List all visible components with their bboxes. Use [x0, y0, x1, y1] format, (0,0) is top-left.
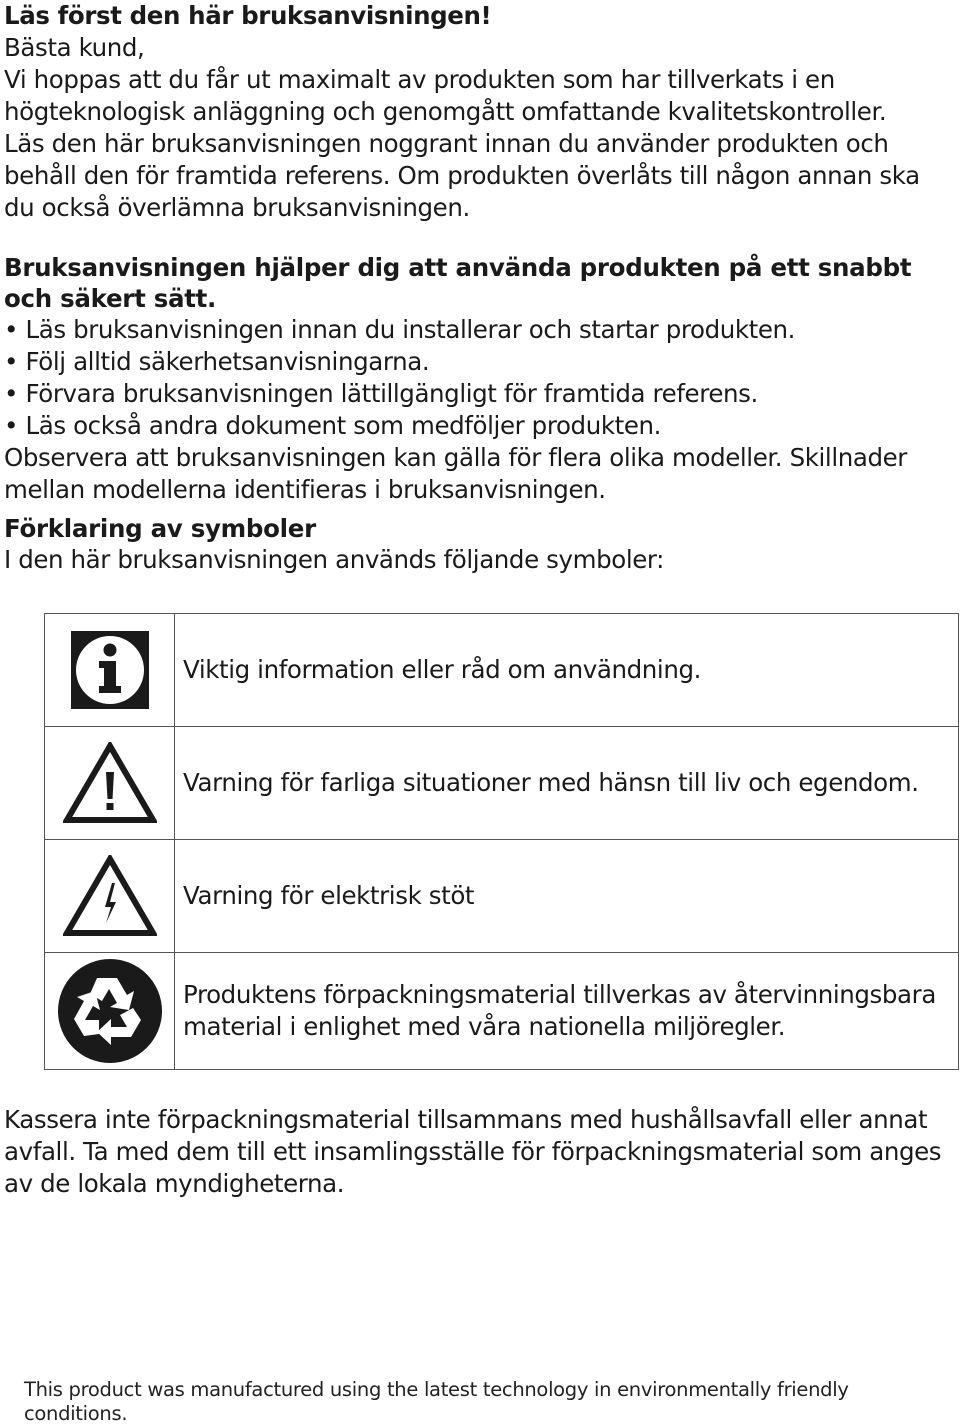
bullet-item: • Förvara bruksanvisningen lättillgängligt för framtida referens.: [4, 378, 956, 410]
symbol-row-recycle: [45, 953, 959, 1070]
symbol-row-electric: [45, 840, 959, 953]
symbols-table: [44, 613, 959, 1070]
symbol-description: Produktens förpackningsmaterial tillverkas av återvinningsbara material i enlighet med våra nationella miljöregler.: [175, 953, 959, 1070]
symbols-intro: I den här bruksanvisningen används följande symboler:: [4, 545, 664, 574]
symbol-row-warning: [45, 727, 959, 840]
models-note: Observera att bruksanvisningen kan gälla för flera olika modeller. Skillnader mellan modellerna identifieras i bruksanvisningen.: [4, 443, 907, 504]
intro-section: [4, 0, 956, 224]
recycle-icon: [57, 958, 163, 1064]
intro-paragraph: Bästa kund, Vi hoppas att du får ut maximalt av produkten som har tillverkats i en högteknologisk anläggning och genomgått omfattande kvalitetskontroller. Läs den här bruksanvisningen noggrant innan du använder produkten och behåll den för framtida referens. Om produkten överlåts till någon annan ska du också överlämna bruksanvisningen.: [4, 33, 920, 222]
help-heading: Bruksanvisningen hjälper dig att använda produkten på ett snabbt och säkert sätt.: [4, 253, 912, 313]
bullet-item: • Läs också andra dokument som medföljer produkten.: [4, 410, 956, 442]
intro-heading: Läs först den här bruksanvisningen!: [4, 1, 492, 30]
warning-icon: [63, 742, 157, 824]
symbol-description: Varning för elektrisk stöt: [175, 840, 959, 953]
disposal-paragraph: Kassera inte förpackningsmaterial tillsammans med hushållsavfall eller annat avfall. Ta med dem till ett insamlingsställe för förpackningsmaterial som anges av de lokala myndigheterna.: [4, 1105, 942, 1198]
symbol-description: Viktig information eller råd om användning.: [175, 614, 959, 727]
help-section: [4, 252, 956, 506]
bullet-item: • Följ alltid säkerhetsanvisningarna.: [4, 346, 956, 378]
help-bullet-list: [4, 314, 956, 442]
footer-note: This product was manufactured using the latest technology in environmentally friendly conditions.: [24, 1378, 849, 1425]
symbol-row-info: [45, 614, 959, 727]
electric-shock-icon: [63, 855, 157, 937]
symbol-description: Varning för farliga situationer med hänsn till liv och egendom.: [175, 727, 959, 840]
symbols-heading: Förklaring av symboler: [4, 514, 316, 543]
symbols-section: [4, 513, 956, 576]
bullet-item: • Läs bruksanvisningen innan du installerar och startar produkten.: [4, 314, 956, 346]
info-icon: [71, 631, 149, 709]
disposal-section: [4, 1104, 956, 1200]
